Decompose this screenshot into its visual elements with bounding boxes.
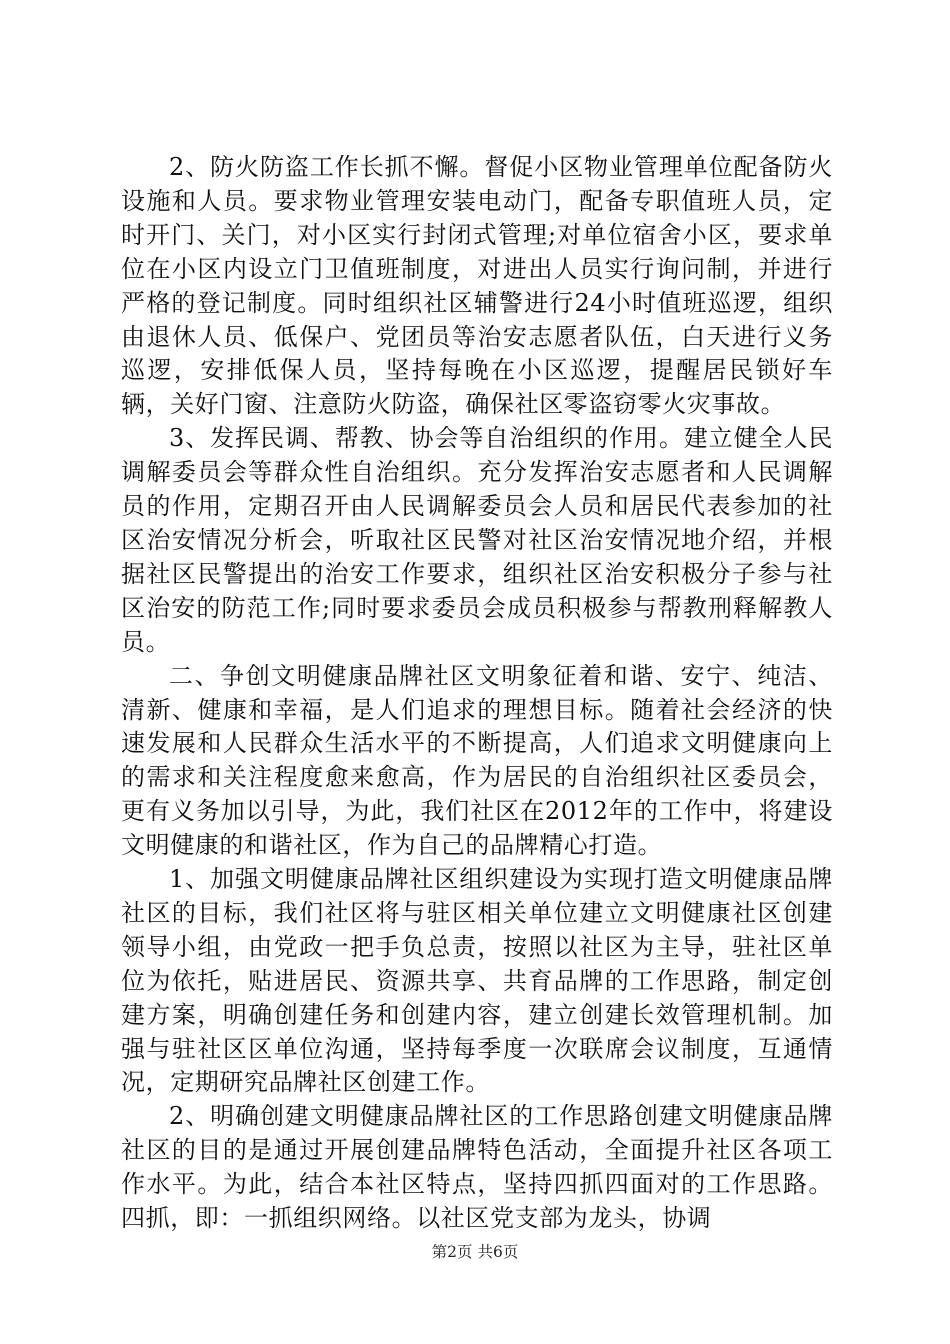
paragraph-work-approach: 2、明确创建文明健康品牌社区的工作思路创建文明健康品牌社区的目的是通过开展创建品牌特色活动，全面提升社区各项工作水平。为此，结合本社区特点，坚持四抓四面对的工作思路。四抓，即：一抓组织网络。以社区党支部为龙头，协调 [121, 1102, 833, 1233]
paragraph-civilized-community: 二、争创文明健康品牌社区文明象征着和谐、安宁、纯洁、清新、健康和幸福，是人们追求的理想目标。随着社会经济的快速发展和人民群众生活水平的不断提高，人们追求文明健康向上的需求和关注程度愈来愈高，作为居民的自治组织社区委员会，更有义务加以引导，为此，我们社区在2012年的工作中，将建设文明健康的和谐社区，作为自己的品牌精心打造。 [121, 661, 833, 860]
page-number-footer: 第2页 共6页 [431, 1243, 519, 1261]
paragraph-organization-building: 1、加强文明健康品牌社区组织建设为实现打造文明健康品牌社区的目标，我们社区将与驻区相关单位建立文明健康社区创建领导小组，由党政一把手负总责，按照以社区为主导，驻社区单位为依托，贴进居民、资源共享、共育品牌的工作思路，制定创建方案，明确创建任务和创建内容，建立创建长效管理机制。加强与驻社区区单位沟通，坚持每季度一次联席会议制度，互通情况，定期研究品牌社区创建工作。 [121, 865, 833, 1097]
paragraph-fire-theft-prevention: 2、防火防盗工作长抓不懈。督促小区物业管理单位配备防火设施和人员。要求物业管理安装电动门，配备专职值班人员，定时开门、关门，对小区实行封闭式管理;对单位宿舍小区，要求单位在小区内设立门卫值班制度，对进出人员实行询问制，并进行严格的登记制度。同时组织社区辅警进行24小时值班巡逻，组织由退休人员、低保户、党团员等治安志愿者队伍，白天进行义务巡逻，安排低保人员，坚持每晚在小区巡逻，提醒居民锁好车辆，关好门窗、注意防火防盗，确保社区零盗窃零火灾事故。 [121, 153, 833, 419]
document-body [121, 151, 833, 1236]
paragraph-mediation-organizations: 3、发挥民调、帮教、协会等自治组织的作用。建立健全人民调解委员会等群众性自治组织。充分发挥治安志愿者和人民调解员的作用，定期召开由人民调解委员会人员和居民代表参加的社区治安情况分析会，听取社区民警对社区治安情况地介绍，并根据社区民警提出的治安工作要求，组织社区治安积极分子参与社区治安的防范工作;同时要求委员会成员积极参与帮教刑释解教人员。 [121, 424, 833, 656]
